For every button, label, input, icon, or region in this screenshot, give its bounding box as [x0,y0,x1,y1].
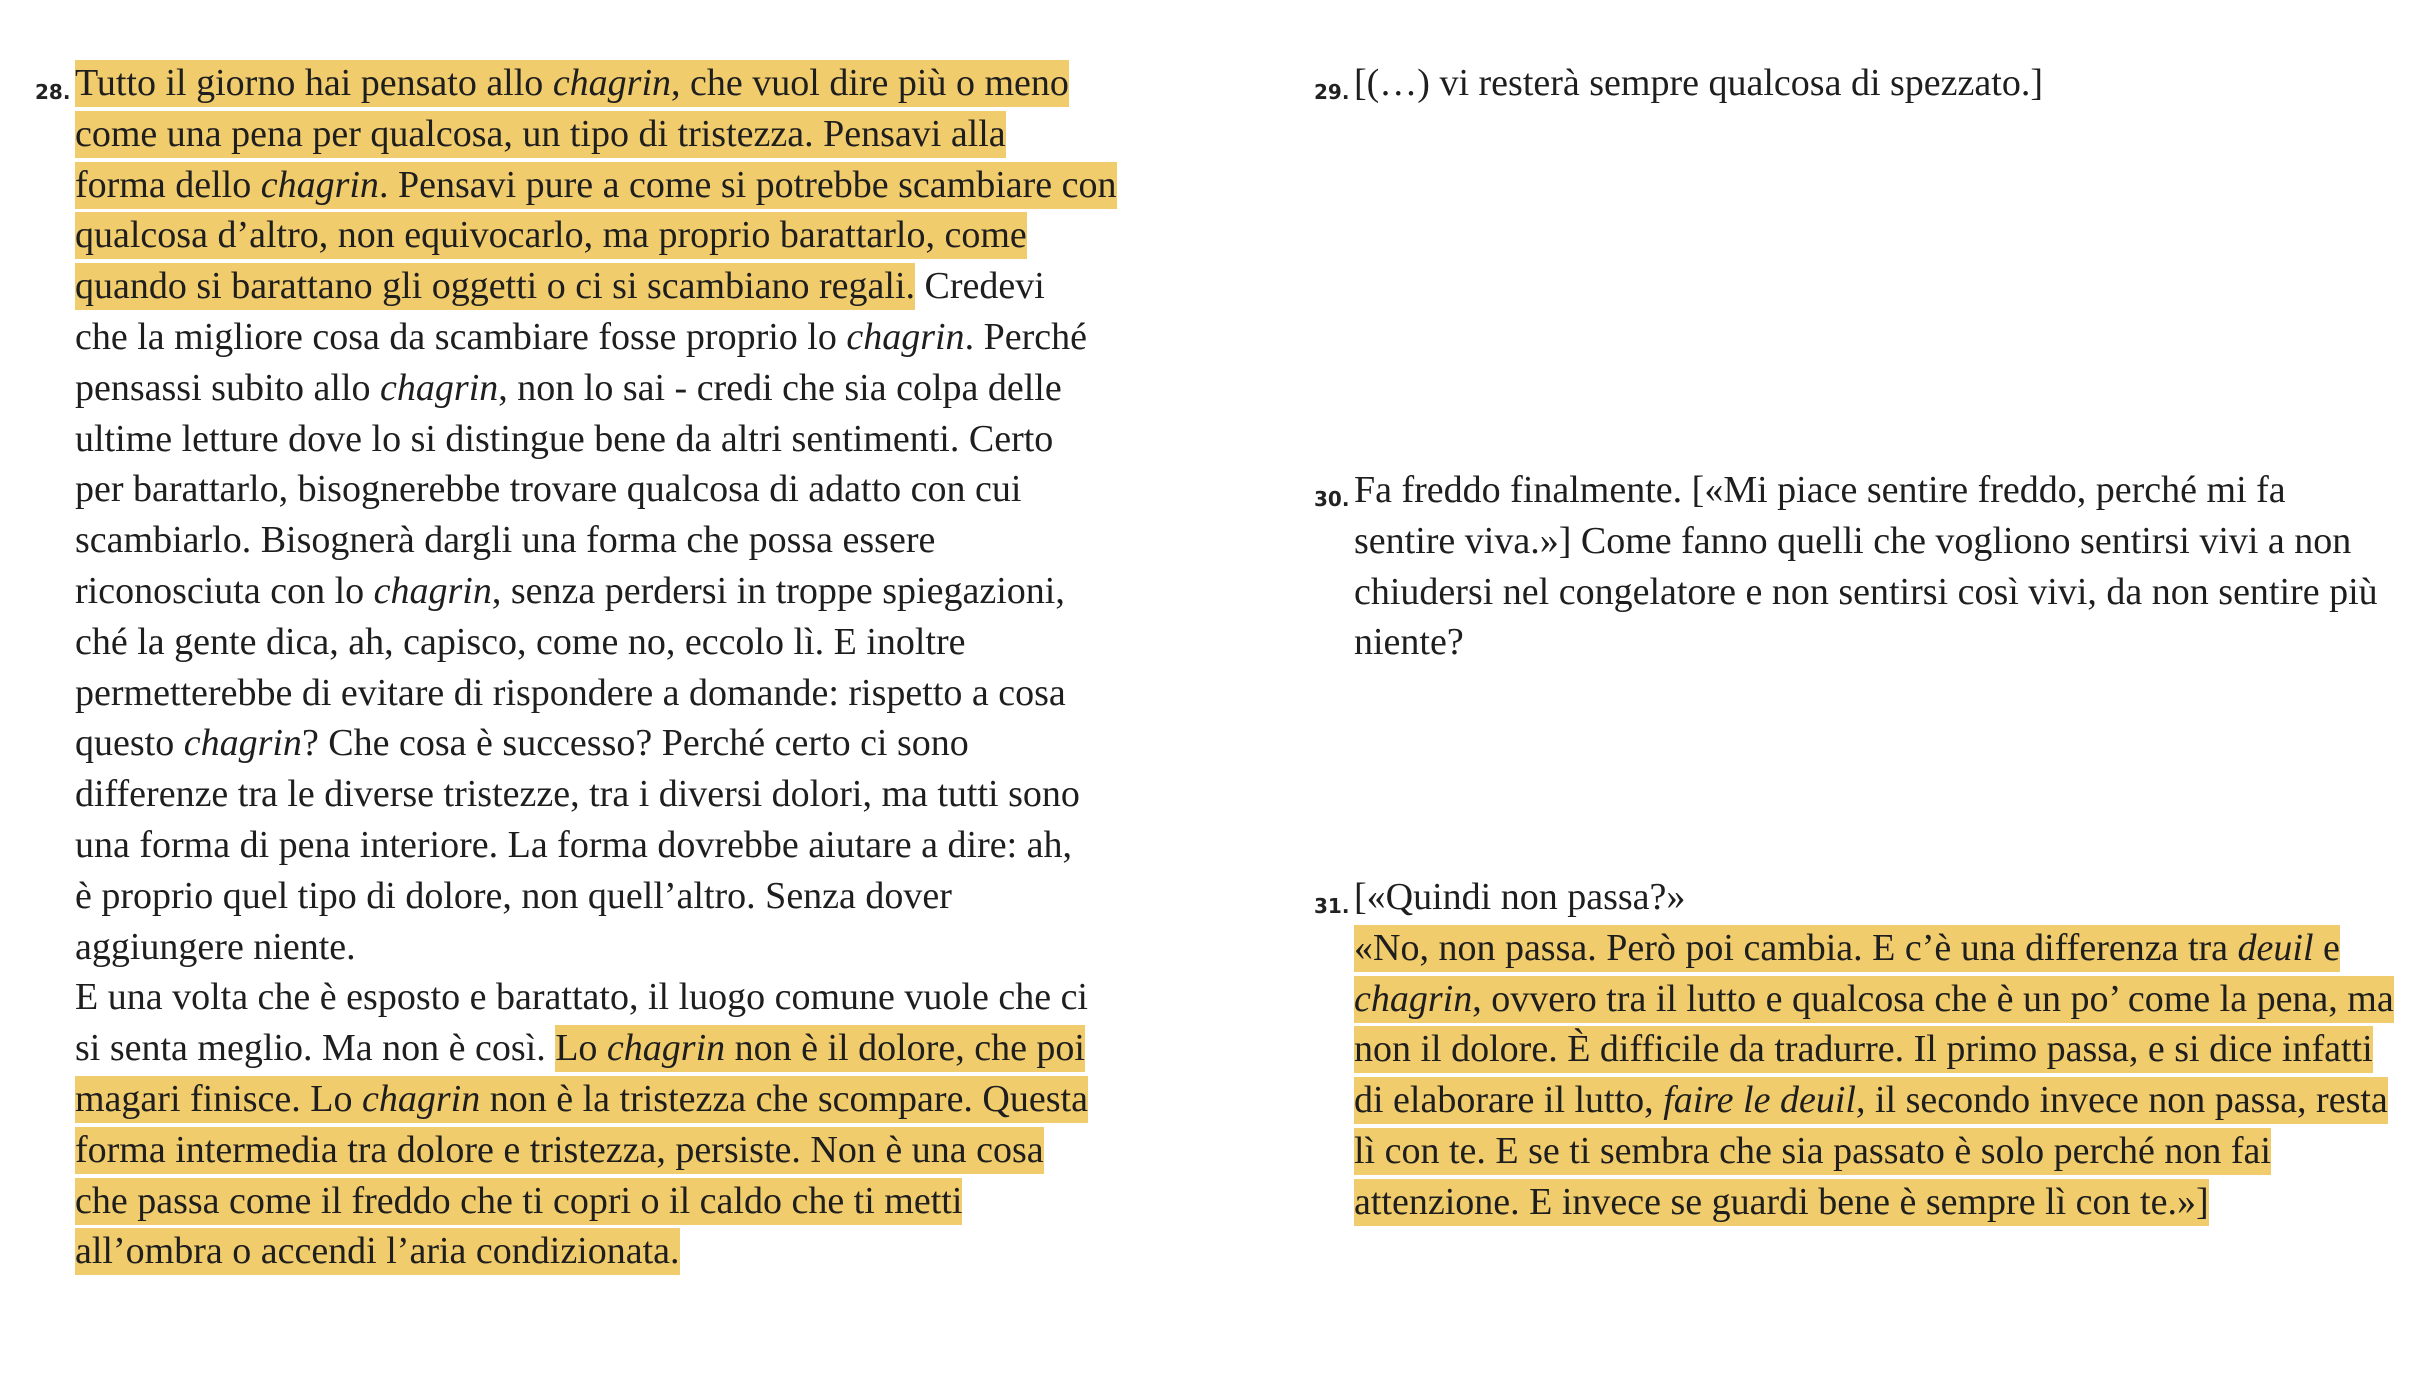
text-line [75,160,1117,210]
highlighted-text: . Pensavi pure a come si potrebbe scambiare con [379,162,1117,209]
highlighted-text: lì con te. E se ti sembra che sia passato è solo perché non fai [1354,1128,2271,1175]
highlighted-text: magari finisce. Lo [75,1076,362,1123]
text-line [75,58,1069,108]
highlighted-text: chagrin [261,162,379,209]
highlighted-text: Lo [555,1025,607,1072]
highlighted-text: quando si barattano gli oggetti o ci si scambiano regali. [75,263,915,310]
highlighted-text: che passa come il freddo che ti copri o il caldo che ti metti [75,1178,962,1225]
text-segment: riconosciuta con lo [75,570,374,612]
text-line [75,972,1088,1022]
text-segment: niente? [1354,621,1464,664]
highlighted-text: chagrin [362,1076,480,1123]
text-segment: che la migliore cosa da scambiare fosse proprio lo [75,316,847,358]
highlighted-text: , che vuol dire più o meno [671,60,1069,107]
text-line [1354,58,2043,108]
text-segment: una forma di pena interiore. La forma dovrebbe aiutare a dire: ah, [75,824,1073,866]
text-line [1354,1177,2209,1227]
highlighted-text: «No, non passa. Però poi cambia. E c’è una differenza tra [1354,925,2238,972]
text-segment: questo [75,722,184,765]
text-line [1354,872,1685,922]
text-line [1354,567,2378,617]
text-line [75,769,1080,819]
text-segment: [«Quindi non passa?» [1354,876,1686,918]
highlighted-text: non il dolore. È difficile da tradurre. Il primo passa, e si dice infatti [1354,1026,2373,1073]
text-line [1354,1075,2388,1125]
text-line [75,464,1021,514]
text-line [1354,974,2394,1024]
text-segment: [(…) vi resterà sempre qualcosa di spezzato.] [1354,62,2043,104]
highlighted-text: deuil [2238,925,2314,972]
text-segment: chagrin [373,570,492,612]
text-line [75,718,969,768]
text-segment: permetterebbe di evitare di rispondere a domande: rispetto a cosa [75,671,1066,714]
text-segment: , senza perdersi in troppe spiegazioni, [491,570,1065,612]
highlighted-text: chagrin [607,1025,725,1072]
text-segment: chagrin [380,366,499,409]
text-line [75,414,1053,464]
text-line [75,566,1065,616]
highlighted-text: come una pena per qualcosa, un tipo di tristezza. Pensavi alla [75,111,1006,158]
text-segment: scambiarlo. Bisognerà dargli una forma che possa essere [75,519,936,562]
text-line [75,1176,962,1226]
text-segment: E una volta che è esposto e barattato, il luogo comune vuole che ci [75,976,1088,1019]
text-line [75,922,356,972]
highlighted-text: qualcosa d’altro, non equivocarlo, ma proprio barattarlo, come [75,212,1027,259]
text-line [75,363,1062,413]
text-line [75,668,1066,718]
highlighted-text: forma intermedia tra dolore e tristezza, persiste. Non è una cosa [75,1127,1044,1174]
text-segment: per barattarlo, bisognerebbe trovare qualcosa di adatto con cui [75,468,1022,511]
note-number: 29. [1314,80,1350,104]
highlighted-text: faire le deuil [1663,1077,1856,1124]
highlighted-text: non è il dolore, che poi [725,1025,1085,1072]
text-line [1354,617,1464,667]
text-segment: chagrin [846,316,965,358]
text-segment: sentire viva.»] Come fanno quelli che vogliono sentirsi vivi a non [1354,519,2352,562]
highlighted-text: forma dello [75,162,261,209]
highlighted-text: chagrin [1354,976,1472,1023]
text-segment: ultime letture dove lo si distingue bene da altri sentimenti. Certo [75,417,1054,460]
text-line [75,1125,1044,1175]
note-number: 28. [35,80,71,104]
highlighted-text: , il secondo invece non passa, resta [1856,1077,2388,1124]
highlighted-text: Tutto il giorno hai pensato allo [75,60,553,107]
text-line [1354,465,2286,515]
text-line [75,109,1006,159]
text-line [75,871,952,921]
text-segment: pensassi subito allo [75,366,381,409]
highlighted-text: di elaborare il lutto, [1354,1077,1663,1124]
text-segment: differenze tra le diverse tristezze, tra i diversi dolori, ma tutti sono [75,773,1080,816]
text-segment: è proprio quel tipo di dolore, non quell’altro. Senza dover [75,874,952,917]
highlighted-text: attenzione. E invece se guardi bene è sempre lì con te.»] [1354,1179,2209,1226]
text-line [75,261,1045,311]
text-segment: Fa freddo finalmente. [«Mi piace sentire freddo, perché mi fa [1354,469,2286,511]
text-line [75,1074,1088,1124]
text-segment: aggiungere niente. [75,925,356,968]
text-segment: ché la gente dica, ah, capisco, come no, eccolo lì. E inoltre [75,620,966,663]
text-segment: chiudersi nel congelatore e non sentirsi così vivi, da non sentire più [1354,570,2378,613]
text-segment: , non lo sai - credi che sia colpa delle [498,366,1062,409]
note-number: 31. [1314,894,1350,918]
text-line [75,515,935,565]
text-segment: chagrin [183,722,302,765]
text-line [1354,516,2351,566]
text-line [75,617,966,667]
text-line [1354,923,2340,973]
text-line [75,820,1072,870]
text-line [75,1226,680,1276]
highlighted-text: non è la tristezza che scompare. Questa [480,1076,1088,1123]
text-segment: Credevi [915,265,1045,308]
text-line [75,1023,1085,1073]
text-line [75,210,1027,260]
text-segment: ? Che cosa è successo? Perché certo ci sono [301,722,969,765]
highlighted-text: , ovvero tra il lutto e qualcosa che è un po’ come la pena, ma [1472,976,2394,1023]
highlighted-text: e [2314,925,2340,972]
note-number: 30. [1314,487,1350,511]
text-line [75,312,1087,362]
text-line [1354,1126,2271,1176]
text-line [1354,1024,2373,1074]
highlighted-text: chagrin [553,60,671,107]
text-segment: si senta meglio. Ma non è così. [75,1027,556,1070]
highlighted-text: all’ombra o accendi l’aria condizionata. [75,1228,680,1275]
text-segment: . Perché [964,316,1087,358]
